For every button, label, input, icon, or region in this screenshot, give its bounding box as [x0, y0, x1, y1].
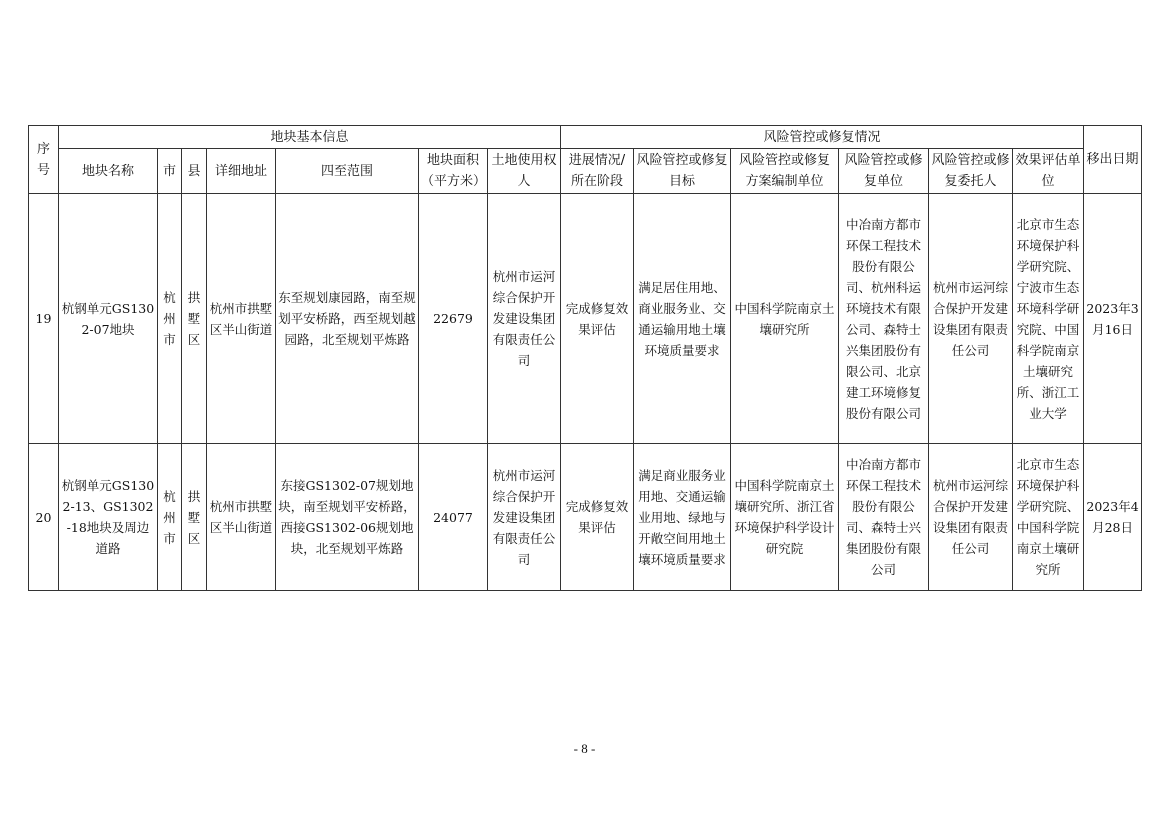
cell-county: 拱墅区 [182, 444, 207, 591]
cell-area: 22679 [419, 194, 488, 444]
cell-evaluation-unit: 北京市生态环境保护科学研究院、中国科学院南京土壤研究所 [1013, 444, 1084, 591]
cell-land-user: 杭州市运河综合保护开发建设集团有限责任公司 [488, 194, 561, 444]
column-header-row [29, 149, 1142, 194]
cell-remediation-unit: 中冶南方都市环保工程技术股份有限公司、杭州科运环境技术有限公司、森特士兴集团股份有限公司、北京建工环境修复股份有限公司 [839, 194, 929, 444]
header-remediation-unit: 风险管控或修复单位 [839, 149, 929, 194]
cell-site-name: 杭钢单元GS1302-07地块 [59, 194, 158, 444]
cell-county: 拱墅区 [182, 194, 207, 444]
cell-seq: 19 [29, 194, 59, 444]
header-progress: 进展情况/所在阶段 [561, 149, 634, 194]
header-plan-unit: 风险管控或修复方案编制单位 [731, 149, 839, 194]
cell-site-name: 杭钢单元GS1302-13、GS1302-18地块及周边道路 [59, 444, 158, 591]
header-boundary: 四至范围 [276, 149, 419, 194]
cell-address: 杭州市拱墅区半山街道 [207, 444, 276, 591]
contaminated-site-table [28, 125, 1142, 591]
header-target: 风险管控或修复目标 [634, 149, 731, 194]
cell-city: 杭州市 [158, 444, 182, 591]
header-client: 风险管控或修复委托人 [929, 149, 1013, 194]
cell-city: 杭州市 [158, 194, 182, 444]
header-basic-info: 地块基本信息 [59, 126, 561, 149]
header-risk-info: 风险管控或修复情况 [561, 126, 1084, 149]
table-row [29, 194, 1142, 444]
cell-boundary: 东接GS1302-07规划地块，南至规划平安桥路，西接GS1302-06规划地块，北至规划平炼路 [276, 444, 419, 591]
cell-remediation-unit: 中冶南方都市环保工程技术股份有限公司、森特士兴集团股份有限公司 [839, 444, 929, 591]
header-site-name: 地块名称 [59, 149, 158, 194]
cell-progress: 完成修复效果评估 [561, 444, 634, 591]
header-land-user: 土地使用权人 [488, 149, 561, 194]
header-city: 市 [158, 149, 182, 194]
cell-removal-date: 2023年3月16日 [1084, 194, 1142, 444]
page-number: - 8 - [573, 741, 596, 756]
header-county: 县 [182, 149, 207, 194]
cell-client: 杭州市运河综合保护开发建设集团有限责任公司 [929, 194, 1013, 444]
cell-target: 满足居住用地、商业服务业、交通运输用地土壤环境质量要求 [634, 194, 731, 444]
cell-seq: 20 [29, 444, 59, 591]
header-address: 详细地址 [207, 149, 276, 194]
cell-address: 杭州市拱墅区半山街道 [207, 194, 276, 444]
header-removal-date: 移出日期 [1084, 126, 1142, 194]
header-seq: 序号 [29, 126, 59, 194]
cell-removal-date: 2023年4月28日 [1084, 444, 1142, 591]
cell-area: 24077 [419, 444, 488, 591]
header-area: 地块面积（平方米） [419, 149, 488, 194]
cell-target: 满足商业服务业用地、交通运输业用地、绿地与开敞空间用地土壤环境质量要求 [634, 444, 731, 591]
cell-evaluation-unit: 北京市生态环境保护科学研究院、宁波市生态环境科学研究院、中国科学院南京土壤研究所、浙江工业大学 [1013, 194, 1084, 444]
header-evaluation-unit: 效果评估单位 [1013, 149, 1084, 194]
cell-boundary: 东至规划康园路，南至规划平安桥路，西至规划越园路，北至规划平炼路 [276, 194, 419, 444]
cell-plan-unit: 中国科学院南京土壤研究所、浙江省环境保护科学设计研究院 [731, 444, 839, 591]
table-row [29, 444, 1142, 591]
group-header-row [29, 126, 1142, 149]
cell-plan-unit: 中国科学院南京土壤研究所 [731, 194, 839, 444]
cell-client: 杭州市运河综合保护开发建设集团有限责任公司 [929, 444, 1013, 591]
cell-land-user: 杭州市运河综合保护开发建设集团有限责任公司 [488, 444, 561, 591]
cell-progress: 完成修复效果评估 [561, 194, 634, 444]
